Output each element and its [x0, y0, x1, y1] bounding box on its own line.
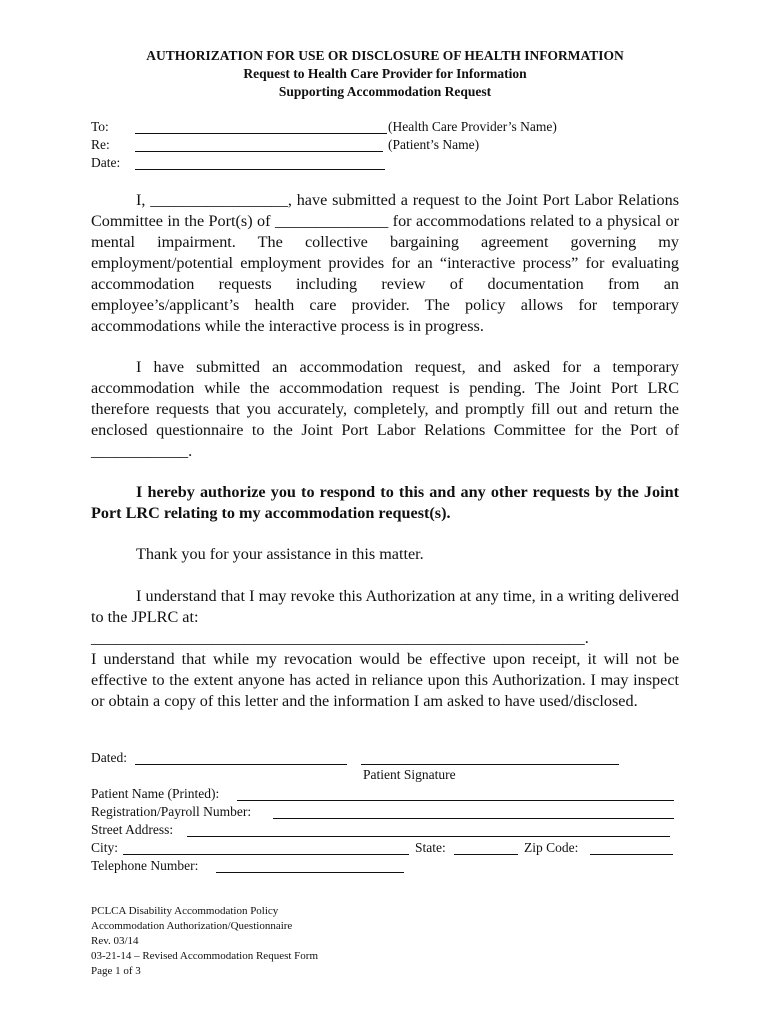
- footer-page-number: Page 1 of 3: [91, 965, 141, 977]
- paragraph-authorization: I hereby authorize you to respond to this and any other requests by the Joint Port LRC relating to my accommodation request(s).: [91, 483, 679, 522]
- paragraph-revocation-effect: I understand that while my revocation would be effective upon receipt, it will not be effective to the extent anyone has acted in reliance upon this Authorization. I may inspect or obtain a copy of this letter and the information I am asked to have used/disclosed.: [91, 650, 679, 710]
- revoke-address-line[interactable]: _____________________________________________________________.: [91, 629, 589, 647]
- date-label: Date:: [91, 155, 121, 170]
- paragraph-temporary: I have submitted an accommodation request, and asked for a temporary accommodation while the accommodation request is pending. The Joint Port LRC therefore requests that you accurately, completely, and promptly fill out and return the enclosed questionnaire to the Joint Port Labor Relations Committee for the Port of ____________.: [91, 358, 679, 460]
- dated-line[interactable]: [135, 764, 347, 765]
- signature-caption: Patient Signature: [363, 767, 456, 782]
- telephone-label: Telephone Number:: [91, 858, 199, 873]
- patient-name-line[interactable]: [135, 151, 383, 152]
- registration-number-label: Registration/Payroll Number:: [91, 804, 252, 819]
- state-line[interactable]: [454, 854, 518, 855]
- registration-number-line[interactable]: [273, 818, 674, 819]
- footer-policy: PCLCA Disability Accommodation Policy: [91, 905, 279, 917]
- provider-name-hint: (Health Care Provider’s Name): [388, 119, 557, 134]
- city-line[interactable]: [123, 854, 409, 855]
- paragraph-revoke: I understand that I may revoke this Authorization at any time, in a writing delivered to the JPLRC at:: [91, 587, 679, 626]
- dated-label: Dated:: [91, 750, 127, 765]
- footer-revision: Rev. 03/14: [91, 935, 139, 947]
- document-title: AUTHORIZATION FOR USE OR DISCLOSURE OF HEALTH INFORMATION: [146, 48, 624, 63]
- paragraph-thanks: Thank you for your assistance in this matter.: [136, 545, 424, 563]
- zip-code-line[interactable]: [590, 854, 673, 855]
- street-address-line[interactable]: [187, 836, 670, 837]
- city-label: City:: [91, 840, 119, 855]
- signature-line[interactable]: [361, 764, 619, 765]
- street-address-label: Street Address:: [91, 822, 174, 837]
- zip-code-label: Zip Code:: [524, 840, 579, 855]
- patient-name-printed-line[interactable]: [237, 800, 674, 801]
- patient-name-printed-label: Patient Name (Printed):: [91, 786, 220, 801]
- date-line[interactable]: [135, 169, 385, 170]
- footer-form-name: Accommodation Authorization/Questionnaire: [91, 920, 293, 932]
- paragraph-request: I, _________________, have submitted a request to the Joint Port Labor Relations Committee in the Port(s) of ______________ for accommodations related to a physical or mental impairment. The collective bargaining agreement governing my employment/potential employment provides for an “interactive process” for evaluating accommodation requests including review of documentation from an employee’s/applicant’s health care provider. The policy allows for temporary accommodations while the interactive process is in progress.: [91, 191, 679, 335]
- footer-revision-note: 03-21-14 – Revised Accommodation Request Form: [91, 950, 318, 962]
- provider-name-line[interactable]: [135, 133, 387, 134]
- document-subtitle: Request to Health Care Provider for Information: [243, 66, 527, 81]
- telephone-line[interactable]: [216, 872, 404, 873]
- state-label: State:: [415, 840, 446, 855]
- patient-name-hint: (Patient’s Name): [388, 137, 480, 152]
- re-label: Re:: [91, 137, 110, 152]
- to-label: To:: [91, 119, 109, 134]
- document-subtitle-2: Supporting Accommodation Request: [278, 84, 492, 99]
